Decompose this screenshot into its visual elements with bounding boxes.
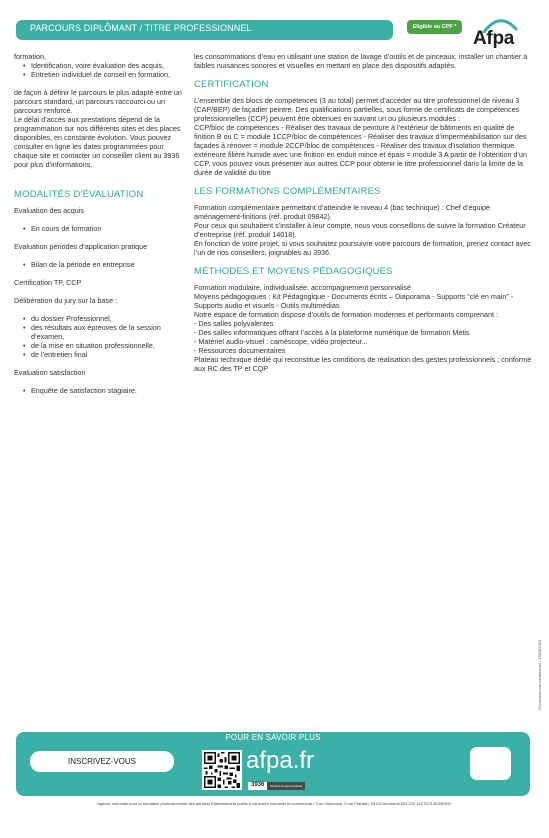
footer-heading-text: POUR EN SAVOIR PLUS	[225, 733, 321, 742]
methodes-line: - Des salles polyvalentes	[194, 318, 274, 328]
methodes-line: - Des salles informatiques offrant l’accès à la plateforme numérique de formation Métis	[194, 327, 470, 337]
eval-periodes-item: • Bilan de la période en entreprise	[14, 260, 186, 269]
afpa-logo	[468, 17, 536, 47]
complementaires-text: En fonction de votre projet, si vous souhaitez poursuivre votre parcours de formation, prenez contact avec l’un de nos conseillers, joignables au 3936.	[194, 238, 531, 257]
methodes-line: - Matériel audio-visuel : caméscope, vidéo projecteur...	[194, 336, 368, 346]
intro-line: formation,	[14, 52, 46, 61]
methodes-line: Plateau technique dédié qui reconstitue les conditions de réalisation des gestes professionnels ; conforme aux RC des TP et CQP	[194, 354, 532, 373]
legal-footer-text: Agence nationale pour la formation professionnelle des adultes| Établissement public à caractère industriel et commercial • Tour Cityscope, 3 rue Franklin, 93100 Montreuil 824 229 142 RCS BOBIGNY	[97, 801, 452, 806]
intro-list-item: • Identification, voire évaluation des acquis,	[14, 61, 186, 70]
deliberation-item: • de la mise en situation professionnelle,	[14, 341, 186, 350]
website-link[interactable]: afpa.fr	[246, 747, 315, 774]
document-status-note: Document non contractuel - 19/04/2023	[537, 639, 542, 710]
satisfaction-item: • Enquête de satisfaction stagiaire.	[14, 386, 186, 395]
complementaires-heading: LES FORMATIONS COMPLÉMENTAIRES	[194, 185, 381, 197]
qr-code-icon[interactable]	[202, 750, 242, 790]
methodes-heading: MÉTHODES ET MOYENS PÉDAGOGIQUES	[194, 265, 393, 277]
certification-text-modules: CCP/bloc de compétences - Réaliser des travaux de peinture à l’extérieur de bâtiments en qualité de finition B ou C = module 1CCP/bloc de compétences - Réaliser des travaux d’imperméabilisation sur des façades à rénover = module 2CCP/bloc de compétences - Réaliser des travaux d’isolation thermique extérieure filière humide avec une finition en enduit mince et épais = module 3 A partir de l’obtention d’un CCP, vous pouvez vous présenter aux autres CCP pour obtenir le titre professionnel dans la limite de la durée de validité du titre	[194, 122, 528, 177]
left-column	[14, 52, 186, 395]
program-type-banner	[16, 20, 393, 40]
cpf-eligible-badge: Eligible au CPF *	[407, 20, 462, 34]
phone-number: 3936	[251, 782, 265, 789]
eval-periodes-label: Evaluation périodes d’application pratique	[14, 241, 148, 251]
certification-label: Certification TP, CCP	[14, 277, 82, 287]
intro-list-item: • Entretien individuel de conseil en formation,	[14, 70, 186, 79]
methodes-line: - Ressources documentaires	[194, 345, 286, 355]
certification-heading: CERTIFICATION	[194, 79, 269, 90]
complementaires-text: Pour ceux qui souhaitent s’installer à leur compte, nous vous conseillons de suivre la formation Créateur d’entreprise (réf. produit 14018).	[194, 220, 526, 239]
certification-text: L’ensemble des blocs de compétences (3 au total) permet d’accéder au titre professionnel de niveau 3 (CAP/BEP) de façadier peintre. Des qualifications partielles, sous forme de certificats de compétences professionnelles (CCP) peuvent être obtenues en suivant un ou plusieurs modules :	[194, 95, 520, 123]
right-column	[194, 52, 534, 373]
inscription-button[interactable]: INSCRIVEZ-VOUS	[30, 751, 174, 772]
phone-label: Service & appel gratuits	[267, 782, 305, 790]
logo-wordmark: Afpa	[473, 28, 515, 49]
complementaires-text: Formation complémentaire permettant d’atteindre le niveau 4 (bac technique) : Chef d’équipe aménagement-finitions (réf. produit 09842).	[194, 202, 491, 221]
parcours-text: de façon à définir le parcours le plus adapté entre un parcours standard, un parcours raccourci ou un parcours renforcé.	[14, 88, 182, 115]
eval-acquis-item: • En cours de formation	[14, 224, 186, 233]
eval-acquis-label: Evaluation des acquis	[14, 205, 84, 215]
modalites-heading: MODALITÉS D'ÉVALUATION	[14, 189, 144, 200]
program-type-label: PARCOURS DIPLÔMANT / TITRE PROFESSIONNEL	[30, 23, 252, 33]
intro-text: les consommations d’eau en utilisant une station de lavage d’outils et de pinceaux, installer un chantier à faibles nuisances sonores et visuelles en mettant en place des dispositifs adaptés.	[194, 52, 528, 70]
footer-heading	[16, 733, 530, 743]
delai-text: Le délai d’accès aux prestations dépend de la programmation sur nos différents sites et des places disponibles, en constante évolution. Vous pouvez consulter en ligne les dates programmées pour chaque site et contacter un conseiller client au 3936 pour plus d’informations.	[14, 115, 181, 169]
footer-panel	[16, 732, 530, 796]
methodes-line: Formation modulaire, individualisée, accompagnement personnalisé	[194, 282, 411, 292]
methodes-line: Moyens pédagogiques : Kit Pédagogique - Documents écrits – Diaporama - Supports “clé en main” - Supports audio et visuels - Outils multimédias	[194, 291, 514, 310]
phone-badge	[248, 782, 305, 790]
deliberation-item: • des résultats aux épreuves de la session d’examen,	[14, 323, 186, 341]
blank-logo-box	[470, 747, 511, 780]
deliberation-item: • du dossier Professionnel,	[14, 314, 186, 323]
deliberation-item: • de l’entretien final	[14, 350, 186, 359]
eval-satisfaction-label: Evaluation satisfaction	[14, 367, 86, 377]
deliberation-label: Délibération du jury sur la base :	[14, 295, 118, 305]
methodes-line: Notre espace de formation dispose d’outils de formation modernes et performants comprenant :	[194, 309, 499, 319]
